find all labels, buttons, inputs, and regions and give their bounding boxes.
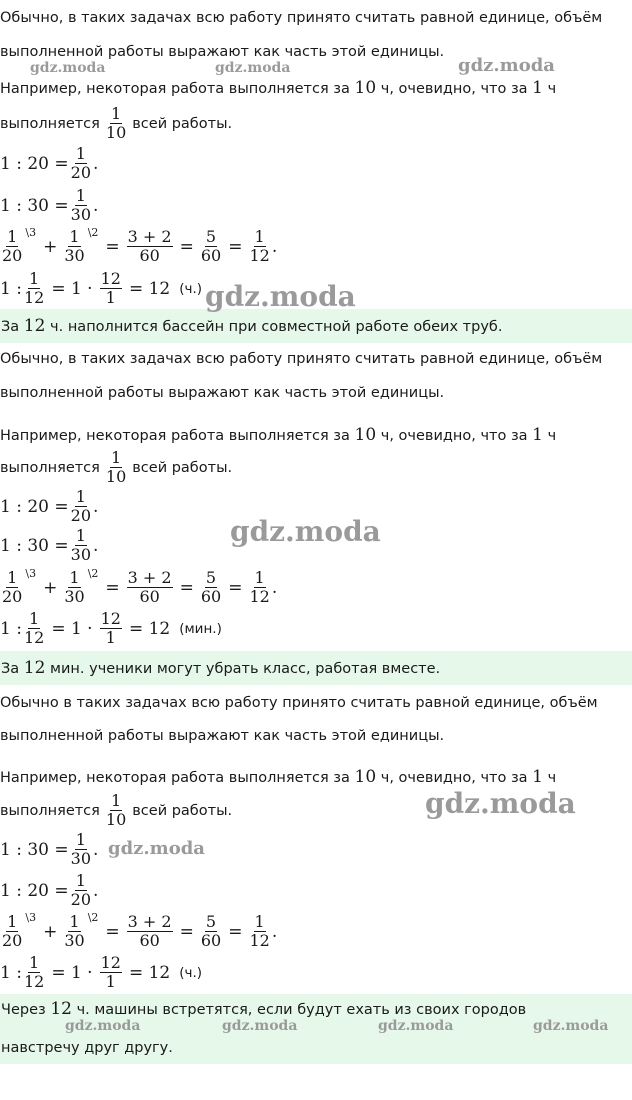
- answer-line: За 12 ч. наполнится бассейн при совместной работе обеих труб.: [0, 309, 632, 343]
- equation-4: 1 : $\frac{1}{12}$ = 1 · $\frac{12}{1}$ = 12 (мин.): [0, 609, 222, 647]
- fraction: $\frac{5}{60}$: [200, 227, 222, 265]
- example-line: Например, некоторая работа выполняется за 10 ч, очевидно, что за 1 ч: [0, 425, 557, 445]
- fraction: $\frac{1}{30}$: [70, 526, 91, 564]
- intro-line-1: Обычно, в таких задачах всю работу принято считать равной единице, объём: [0, 351, 603, 367]
- intro-line-2: выполненной работы выражают как часть этой единицы.: [0, 385, 445, 401]
- fraction: $\frac{1}{20}$: [2, 568, 23, 606]
- fraction: $\frac{5}{60}$: [200, 912, 222, 950]
- fraction: $\frac{3 + 2}{60}$: [127, 227, 172, 265]
- fraction: $\frac{1}{12}$: [249, 912, 270, 950]
- equation-1: 1 : 20 = $\frac{1}{20}$ .: [0, 487, 99, 525]
- intro-line-2: выполненной работы выражают как часть этой единицы.: [0, 728, 445, 744]
- fraction: $\frac{1}{20}$: [2, 227, 23, 265]
- fraction: $\frac{1}{30}$: [70, 830, 91, 868]
- equation-4: 1 : $\frac{1}{12}$ = 1 · $\frac{12}{1}$ = 12 (ч.): [0, 269, 203, 307]
- equation-2: 1 : 30 = $\frac{1}{30}$ .: [0, 186, 99, 224]
- watermark: gdz.moda: [215, 60, 291, 76]
- fraction: $\frac{1}{30}$: [70, 186, 91, 224]
- fraction: $\frac{1}{12}$: [23, 269, 45, 307]
- fraction: $\frac{1}{12}$: [249, 568, 270, 606]
- fraction: $\frac{12}{1}$: [100, 269, 121, 307]
- watermark: gdz.moda: [230, 515, 381, 548]
- answer-line-1: Через 12 ч. машины встретятся, если будут ехать из своих городов: [1, 999, 527, 1019]
- answer-line-2: навстречу друг другу.: [1, 1040, 173, 1056]
- perform-line: выполняется $\frac{1}{10}$ всей работы.: [0, 104, 233, 142]
- fraction: $\frac{1}{12}$: [23, 953, 45, 991]
- watermark: gdz.moda: [458, 55, 555, 76]
- fraction: $\frac{1}{10}$: [105, 791, 127, 829]
- fraction: $\frac{12}{1}$: [100, 609, 121, 647]
- equation-2: 1 : 30 = $\frac{1}{30}$ .: [0, 526, 99, 564]
- fraction: $\frac{1}{30}$: [64, 568, 85, 606]
- fraction: $\frac{1}{10}$: [105, 104, 127, 142]
- intro-line-1: Обычно в таких задачах всю работу принято считать равной единице, объём: [0, 695, 598, 711]
- intro-line-2: выполненной работы выражают как часть этой единицы.: [0, 44, 445, 60]
- equation-4: 1 : $\frac{1}{12}$ = 1 · $\frac{12}{1}$ = 12 (ч.): [0, 953, 203, 991]
- fraction: $\frac{1}{20}$: [70, 871, 91, 909]
- fraction: $\frac{1}{12}$: [249, 227, 270, 265]
- perform-line: выполняется $\frac{1}{10}$ всей работы.: [0, 791, 233, 829]
- equation-1: 1 : 20 = $\frac{1}{20}$ .: [0, 144, 99, 182]
- watermark: gdz.moda: [378, 1018, 454, 1034]
- equation-3: $\frac{1}{20}$ \3 + $\frac{1}{30}$ \2 = $\frac{3 + 2}{60}$ = $\frac{5}{60}$ = $\frac{1}{12}$ .: [2, 567, 278, 606]
- fraction: $\frac{3 + 2}{60}$: [127, 568, 172, 606]
- fraction: $\frac{12}{1}$: [100, 953, 121, 991]
- watermark: gdz.moda: [222, 1018, 298, 1034]
- fraction: $\frac{1}{30}$: [64, 912, 85, 950]
- equation-3: $\frac{1}{20}$ \3 + $\frac{1}{30}$ \2 = $\frac{3 + 2}{60}$ = $\frac{5}{60}$ = $\frac{1}{12}$ .: [2, 911, 278, 950]
- watermark: gdz.moda: [65, 1018, 141, 1034]
- fraction: $\frac{1}{10}$: [105, 448, 127, 486]
- equation-2: 1 : 20 = $\frac{1}{20}$ .: [0, 871, 99, 909]
- intro-line-1: Обычно, в таких задачах всю работу принято считать равной единице, объём: [0, 10, 603, 26]
- fraction: $\frac{3 + 2}{60}$: [127, 912, 172, 950]
- fraction: $\frac{5}{60}$: [200, 568, 222, 606]
- fraction: $\frac{1}{30}$: [64, 227, 85, 265]
- example-line: Например, некоторая работа выполняется за 10 ч, очевидно, что за 1 ч: [0, 767, 557, 787]
- perform-line: выполняется $\frac{1}{10}$ всей работы.: [0, 448, 233, 486]
- fraction: $\frac{1}{20}$: [70, 144, 91, 182]
- watermark: gdz.moda: [108, 838, 205, 859]
- fraction: $\frac{1}{12}$: [23, 609, 45, 647]
- fraction: $\frac{1}{20}$: [70, 487, 91, 525]
- fraction: $\frac{1}{20}$: [2, 912, 23, 950]
- answer-line: За 12 мин. ученики могут убрать класс, работая вместе.: [0, 651, 632, 685]
- watermark: gdz.moda: [30, 60, 106, 76]
- equation-3: $\frac{1}{20}$ \3 + $\frac{1}{30}$ \2 = $\frac{3 + 2}{60}$ = $\frac{5}{60}$ = $\frac{1}{12}$ .: [2, 226, 278, 265]
- watermark: gdz.moda: [533, 1018, 609, 1034]
- equation-1: 1 : 30 = $\frac{1}{30}$ .: [0, 830, 99, 868]
- watermark: gdz.moda: [425, 787, 576, 820]
- example-line: Например, некоторая работа выполняется за 10 ч, очевидно, что за 1 ч: [0, 78, 557, 98]
- watermark: gdz.moda: [205, 280, 356, 313]
